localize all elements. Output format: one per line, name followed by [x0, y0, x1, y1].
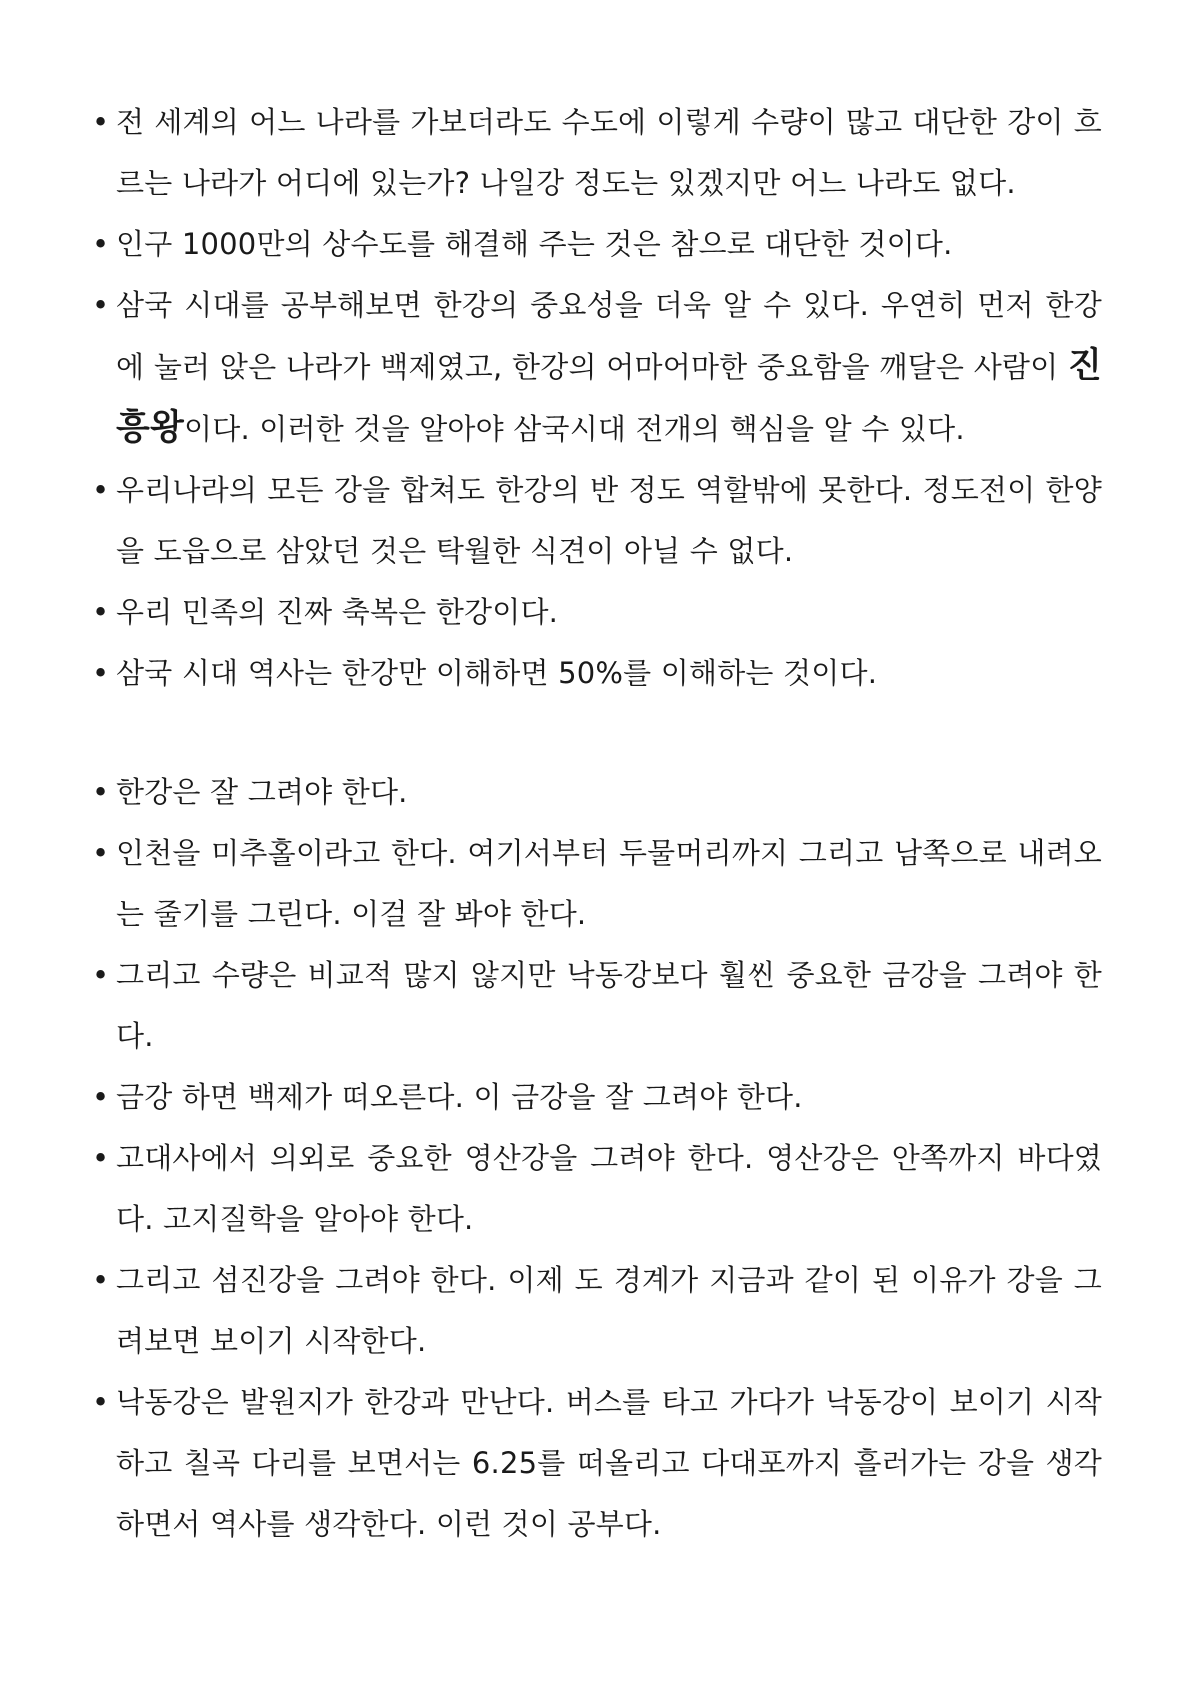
list-item-text: 우리나라의 모든 강을 합쳐도 한강의 반 정도 역할밖에 못한다. 정도전이 한양을 도읍으로 삼았던 것은 탁월한 식견이 아닐 수 없다.: [116, 473, 1102, 568]
bullet-icon: •: [92, 105, 110, 139]
list-item-text: 낙동강은 발원지가 한강과 만난다. 버스를 타고 가다가 낙동강이 보이기 시작하고 칠곡 다리를 보면서는 6.25를 떠올리고 다대포까지 흘러가는 강을 생각하면서 역사를 생각한다. 이런 것이 공부다.: [116, 1385, 1102, 1541]
bullet-icon: •: [92, 595, 110, 629]
bullet-icon: •: [92, 836, 110, 870]
bullet-icon: •: [92, 288, 110, 322]
list-item-text-after: 이다. 이러한 것을 알아야 삼국시대 전개의 핵심을 알 수 있다.: [184, 412, 965, 446]
list-item: [92, 1128, 1102, 1250]
list-item: [92, 1250, 1102, 1372]
bullet-icon: •: [92, 1141, 110, 1175]
list-item-text: 그리고 섬진강을 그려야 한다. 이제 도 경계가 지금과 같이 된 이유가 강을 그려보면 보이기 시작한다.: [116, 1263, 1102, 1358]
list-item-text: 금강 하면 백제가 떠오른다. 이 금강을 잘 그려야 한다.: [116, 1080, 803, 1114]
list-item: [92, 275, 1102, 460]
list-item: [92, 1372, 1102, 1555]
bullet-icon: •: [92, 1080, 110, 1114]
bullet-icon: •: [92, 656, 110, 690]
bullet-icon: •: [92, 1385, 110, 1419]
bullet-icon: •: [92, 775, 110, 809]
list-item-text: 고대사에서 의외로 중요한 영산강을 그려야 한다. 영산강은 안쪽까지 바다였다. 고지질학을 알아야 한다.: [116, 1141, 1102, 1236]
list-item-text: 인구 1000만의 상수도를 해결해 주는 것은 참으로 대단한 것이다.: [116, 227, 953, 261]
list-item: [92, 643, 1102, 704]
list-item-text: 전 세계의 어느 나라를 가보더라도 수도에 이렇게 수량이 많고 대단한 강이 흐르는 나라가 어디에 있는가? 나일강 정도는 있겠지만 어느 나라도 없다.: [116, 105, 1102, 200]
bullet-icon: •: [92, 227, 110, 261]
bullet-icon: •: [92, 1263, 110, 1297]
list-item: [92, 1067, 1102, 1128]
list-item-text: 인천을 미추홀이라고 한다. 여기서부터 두물머리까지 그리고 남쪽으로 내려오는 줄기를 그린다. 이걸 잘 봐야 한다.: [116, 836, 1102, 931]
list-item-text: 한강은 잘 그려야 한다.: [116, 775, 408, 809]
list-item-text: 그리고 수량은 비교적 많지 않지만 낙동강보다 훨씬 중요한 금강을 그려야 한다.: [116, 958, 1102, 1053]
list-item: [92, 582, 1102, 643]
list-item: [92, 823, 1102, 945]
list-item-text-before: 삼국 시대를 공부해보면 한강의 중요성을 더욱 알 수 있다. 우연히 먼저 한강에 눌러 앉은 나라가 백제였고, 한강의 어마어마한 중요함을 깨달은 사람이: [116, 288, 1102, 384]
list-item: [92, 92, 1102, 214]
bullet-icon: •: [92, 958, 110, 992]
list-item: [92, 762, 1102, 823]
bullet-icon: •: [92, 473, 110, 507]
list-item: [92, 945, 1102, 1067]
list-item-text: 우리 민족의 진짜 축복은 한강이다.: [116, 595, 559, 629]
list-item-text: 삼국 시대 역사는 한강만 이해하면 50%를 이해하는 것이다.: [116, 656, 878, 690]
list-item: [92, 460, 1102, 582]
emphasized-name: 진흥왕: [116, 346, 1102, 448]
bullet-list-han-river-importance: [92, 92, 1102, 704]
list-item: [92, 214, 1102, 275]
bullet-list-drawing-rivers: [92, 762, 1102, 1555]
